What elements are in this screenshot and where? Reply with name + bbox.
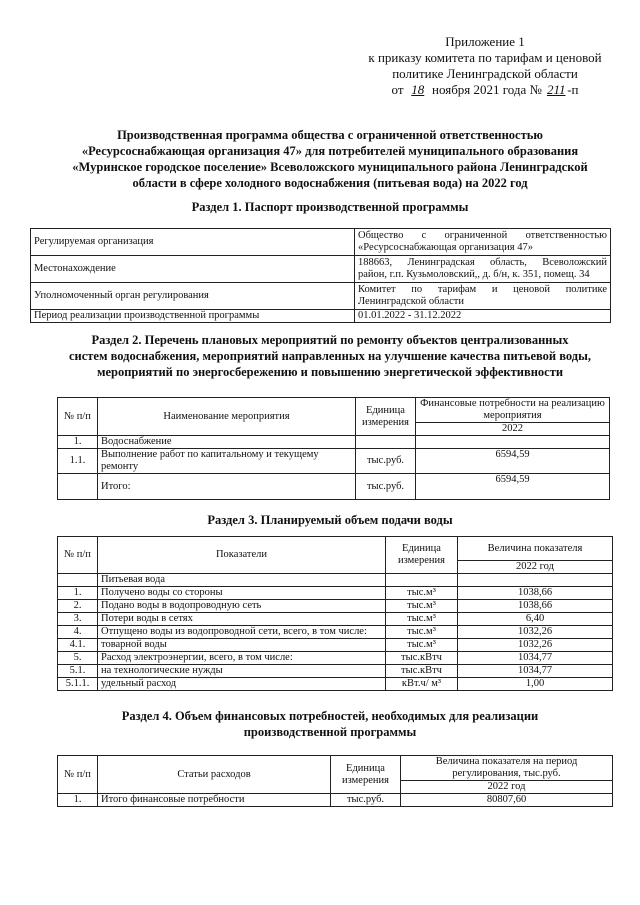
table-row [58,436,610,449]
cell-num: 1.1. [58,449,98,474]
cell-name: Выполнение работ по капитальному и текущему ремонту [98,449,356,474]
table-row [58,665,613,678]
table-row [58,587,613,600]
date-prefix: от [391,82,404,97]
cell-value: 80807,60 [401,794,613,807]
cell-value: 1,00 [458,678,613,691]
col-header-num: № п/п [58,398,98,436]
table-row [31,283,611,310]
row-value: Общество с ограниченной ответственностью [358,230,607,241]
cell-value [458,574,613,587]
section1-heading: Раздел 1. Паспорт производственной программы [191,200,469,214]
table-row [31,256,611,283]
finance-table [57,755,613,807]
cell-num: 1. [58,794,98,807]
appendix-line: Приложение 1 [445,34,525,49]
table-row [58,652,613,665]
heading-line: Раздел 2. Перечень плановых мероприятий по ремонту объектов централизованных [91,333,569,347]
section2-heading [40,332,620,380]
cell-num: 1. [58,587,98,600]
measures-table [57,397,610,500]
row-value: район, г.п. Кузьмоловский,, д. б/н, к. 351, помещ. 34 [358,269,590,280]
table-row [58,639,613,652]
cell-value: 6,40 [458,613,613,626]
col-header-unit: Единица измерения [331,756,401,794]
cell-unit: тыс.руб. [356,474,416,500]
section3-heading: Раздел 3. Планируемый объем подачи воды [207,513,453,527]
title-line: «Ресурсоснабжающая организация 47» для потребителей муниципального образования [81,144,579,158]
cell-num: 3. [58,613,98,626]
row-label: Местонахождение [31,256,355,283]
cell-name: Потери воды в сетях [98,613,386,626]
section4-heading [40,708,620,740]
title-line: «Муринское городское поселение» Всеволожского муниципального района Ленинградской [72,160,588,174]
cell-name: Подано воды в водопроводную сеть [98,600,386,613]
cell-unit: тыс.кВтч [386,665,458,678]
col-header-year: 2022 год [401,781,613,794]
col-header-value: Величина показателя [458,537,613,561]
date-middle: ноября 2021 года № [432,82,542,97]
cell-name: на технологические нужды [98,665,386,678]
row-value: «Ресурсоснабжающая организация 47» [358,242,534,253]
table-row [58,574,613,587]
appendix-header [355,34,615,98]
cell-name: Итого финансовые потребности [98,794,331,807]
cell-name: товарной воды [98,639,386,652]
col-header-name: Показатели [98,537,386,574]
row-value: 01.01.2022 - 31.12.2022 [355,310,611,323]
cell-num: 2. [58,600,98,613]
cell-unit: тыс.руб. [356,449,416,474]
table-row [31,310,611,323]
cell-num: 1. [58,436,98,449]
cell-name: Питьевая вода [98,574,386,587]
cell-unit: тыс.руб. [331,794,401,807]
cell-name: Отпущено воды из водопроводной сети, всего, в том числе: [98,626,386,639]
table-row [58,626,613,639]
appendix-line: политике Ленинградской области [392,66,578,81]
table-row [58,678,613,691]
water-volume-table [57,536,613,691]
cell-value: 6594,59 [416,474,610,500]
document-title [40,127,620,191]
cell-value: 6594,59 [416,449,610,474]
cell-num [58,574,98,587]
cell-value: 1038,66 [458,600,613,613]
heading-line: мероприятий по энергосбережению и повышению энергетической эффективности [96,365,564,379]
heading-line: систем водоснабжения, мероприятий направленных на улучшение качества питьевой воды, [68,349,592,363]
title-line: области в сфере холодного водоснабжения (питьевая вода) на 2022 год [132,176,528,190]
col-header-value: Величина показателя на период регулирования, тыс.руб. [401,756,613,781]
order-number: 211 [546,82,566,97]
cell-unit: тыс.м³ [386,639,458,652]
cell-name: Расход электроэнергии, всего, в том числе: [98,652,386,665]
cell-value: 1032,26 [458,626,613,639]
col-header-num: № п/п [58,537,98,574]
col-header-year: 2022 год [458,561,613,574]
col-header-unit: Единица измерения [356,398,416,436]
cell-num: 5.1. [58,665,98,678]
cell-name: Итого: [98,474,356,500]
cell-unit: тыс.м³ [386,626,458,639]
cell-value: 1034,77 [458,652,613,665]
cell-value: 1034,77 [458,665,613,678]
row-value: Ленинградской области [358,296,464,307]
cell-name: удельный расход [98,678,386,691]
row-label: Период реализации производственной программы [31,310,355,323]
table-row [31,229,611,256]
row-label: Уполномоченный орган регулирования [31,283,355,310]
col-header-year: 2022 [416,423,610,436]
heading-line: Раздел 4. Объем финансовых потребностей, необходимых для реализации [121,709,539,723]
order-date-line [355,82,615,98]
col-header-name: Статьи расходов [98,756,331,794]
cell-num: 4. [58,626,98,639]
table-row [58,613,613,626]
heading-line: производственной программы [243,725,417,739]
cell-num: 5.1.1. [58,678,98,691]
row-value: 188663, Ленинградская область, Всеволожский [358,257,607,268]
cell-unit: тыс.м³ [386,613,458,626]
cell-unit: кВт.ч/ м³ [386,678,458,691]
title-line: Производственная программа общества с ограниченной ответственностью [117,128,543,142]
cell-unit [386,574,458,587]
cell-num: 4.1. [58,639,98,652]
passport-table [30,228,611,323]
table-row [58,474,610,500]
cell-num: 5. [58,652,98,665]
cell-value: 1038,66 [458,587,613,600]
cell-name: Водоснабжение [98,436,356,449]
row-value: Комитет по тарифам и ценовой политике [358,284,607,295]
cell-unit: тыс.м³ [386,600,458,613]
appendix-line: к приказу комитета по тарифам и ценовой [368,50,602,65]
col-header-finance: Финансовые потребности на реализацию мероприятия [416,398,610,423]
table-row [58,600,613,613]
col-header-name: Наименование мероприятия [98,398,356,436]
table-row [58,449,610,474]
row-label: Регулируемая организация [31,229,355,256]
cell-unit: тыс.м³ [386,587,458,600]
col-header-unit: Единица измерения [386,537,458,574]
table-row [58,794,613,807]
cell-value: 1032,26 [458,639,613,652]
col-header-num: № п/п [58,756,98,794]
cell-unit: тыс.кВтч [386,652,458,665]
cell-name: Получено воды со стороны [98,587,386,600]
order-day: 18 [411,82,425,97]
order-suffix: -п [567,82,579,97]
